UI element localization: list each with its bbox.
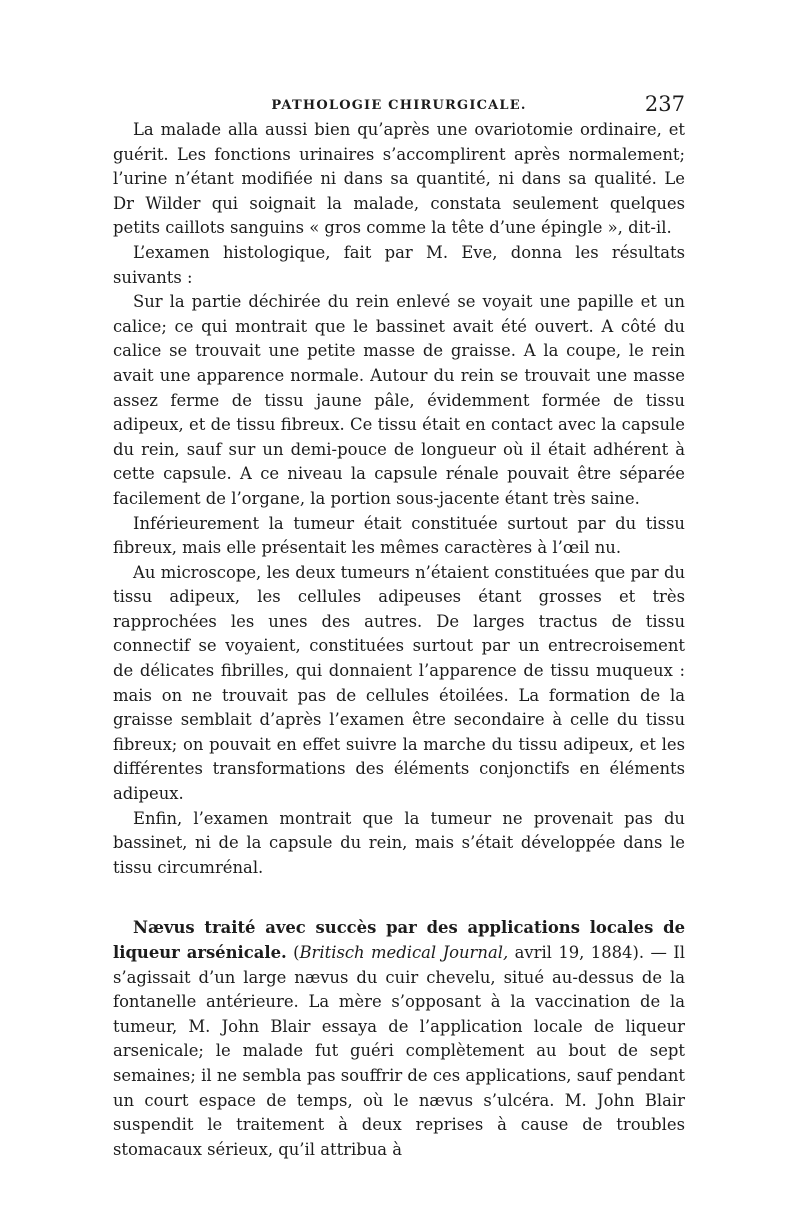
paragraph: La malade alla aussi bien qu’après une ovariotomie ordinaire, et guérit. Les fonctions urinaires s’accomplirent après normalement; l’urine n’étant modifiée ni dans sa quantité, ni dans sa qualité. Le Dr Wilder qui soignait la malade, constata seulement quelques petits caillots sanguins « gros comme la tête d’une épingle », dit-il. [113,120,685,238]
paragraph: Au microscope, les deux tumeurs n’étaient constituées que par du tissu adipeux, les cellules adipeuses étant grosses et très rapprochées les unes des autres. De larges tractus de tissu connectif se voyaient, constituées surtout par un entrecroisement de délicates fibrilles, qui donnaient l’apparence de tissu muqueux : mais on ne trouvait pas de cellules étoilées. La formation de la graisse semblait d’après l’examen être secondaire à celle du tissu fibreux; on pouvait en effet suivre la marche du tissu adipeux, et les différentes transformations des éléments conjonctifs en éléments adipeux. [113,562,685,804]
article-title: Nævus traité avec succès par des applications locales de liqueur arsénicale. [113,918,685,962]
running-head [113,88,685,118]
paragraph: L’examen histologique, fait par M. Eve, donna les résultats suivants : [113,242,685,287]
book-page [113,88,685,1162]
article-text: avril 19, 1884). — Il s’agissait d’un large nævus du cuir chevelu, situé au-dessus de la fontanelle antérieure. La mère s’opposant à la vaccination de la tumeur, M. John Blair essaya de l’application locale de liqueur arsenicale; le malade fut guéri complètement au bout de sept semaines; il ne sembla pas souffrir de ces applications, sauf pendant un court espace de temps, où le nævus s’ulcéra. M. John Blair suspendit le traitement à deux reprises à cause de troubles stomacaux sérieux, qu’il attribua à [113,943,685,1159]
article-source: Britisch medical Journal, [299,943,509,962]
article-source-open: ( [286,943,300,962]
article-paragraph [113,916,685,1162]
paragraph: Inférieurement la tumeur était constituée surtout par du tissu fibreux, mais elle présentait les mêmes caractères à l’œil nu. [113,513,685,558]
paragraph: Sur la partie déchirée du rein enlevé se voyait une papille et un calice; ce qui montrait que le bassinet avait été ouvert. A côté du calice se trouvait une petite masse de graisse. A la coupe, le rein avait une apparence normale. Autour du rein se trouvait une masse assez ferme de tissu jaune pâle, évidemment formée de tissu adipeux, et de tissu fibreux. Ce tissu était en contact avec la capsule du rein, sauf sur un demi-pouce de longueur où il était adhérent à cette capsule. A ce niveau la capsule rénale pouvait être séparée facilement de l’organe, la portion sous-jacente étant très saine. [113,292,685,508]
page-number: 237 [644,92,685,116]
paragraph: Enfin, l’examen montrait que la tumeur ne provenait pas du bassinet, ni de la capsule du rein, mais s’était développée dans le tissu circumrénal. [113,808,685,877]
section-gap [113,880,685,916]
running-title: PATHOLOGIE CHIRURGICALE. [271,98,527,113]
